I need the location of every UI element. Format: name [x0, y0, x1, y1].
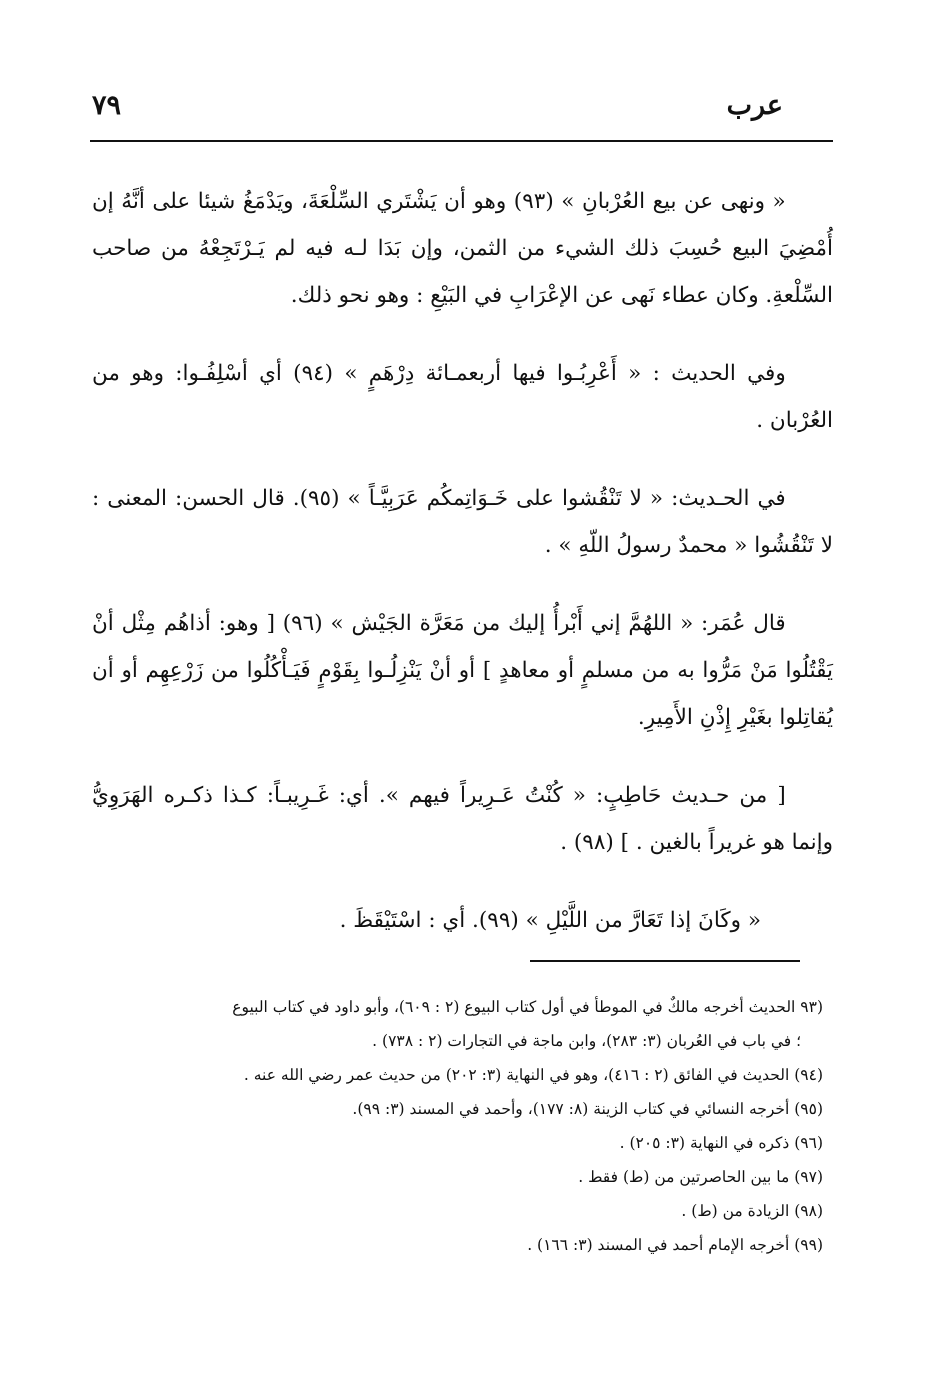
- footnote-text: (٩٤) الحديث في الفائق (٢ : ٤١٦)، وهو في النهاية (٣: ٢٠٢) من حديث عمر رضي الله عنه .: [243, 1066, 823, 1084]
- paragraph-tanqushu: في الحـديث: « لا تَنْقُشوا على خَـوَاتِمكُم عَرَبِيَّـاً » (٩٥). قال الحسن: المعنى : لا تَنْقُشُوا « محمدٌ رسولُ اللّهِ » .: [92, 486, 833, 558]
- footnote-divider: [530, 960, 800, 962]
- paragraph-urban: « ونهى عن بيع العُرْبانِ » (٩٣) وهو أن يَشْتَري السِّلْعَةَ، ويَدْمَغُ شيئا على أنَّهُ إن أُمْضِيَ البيع حُسِبَ ذلك الشيء من الثمن، وإن بَدَا لـه فيه لم يَـرْتَجِعْهُ من صاحب السِّلْعةِ. وكان عطاء نَهى عن الإعْرَابِ في البَيْعِ : وهو نحو ذلك.: [92, 189, 833, 308]
- footnote-93: [92, 990, 823, 1058]
- header-divider: [90, 140, 833, 142]
- footnotes: [92, 990, 823, 1262]
- footnote-text: (٩٥) أخرجه النسائي في كتاب الزينة (٨: ١٧٧)، وأحمد في المسند (٣: ٩٩).: [352, 1100, 823, 1118]
- footnote-95: [92, 1092, 823, 1126]
- footnote-99: [92, 1228, 823, 1262]
- footnote-text: (٩٣ الحديث أخرجه مالكٌ في الموطأ في أول كتاب البيوع (٢ : ٦٠٩)، وأبو داود في كتاب البيوع: [232, 998, 823, 1016]
- footnote-text: (٩٦) ذكره في النهاية (٣: ٢٠٥) .: [619, 1134, 823, 1152]
- footnote-text: (٩٨) الزيادة من (ط) .: [681, 1202, 823, 1220]
- page-number: ٧٩: [92, 90, 122, 121]
- footnote-96: [92, 1126, 823, 1160]
- footnote-94: [92, 1058, 823, 1092]
- paragraph-aribu: وفي الحديث : « أَعْرِبُـوا فيها أربعمـائة دِرْهَمٍ » (٩٤) أي أسْلِفُـوا: وهو من العُرْبان .: [92, 361, 833, 433]
- running-header-word: عرب: [726, 90, 783, 121]
- paragraph-hatib: [ من حـديث حَاطِبٍ: « كُنْتُ عَـرِيراً فيهم ». أي: غَـرِيبـاً: كـذا ذكـره الهَرَوِيُّ وإنما هو غريراً بالغين . ] (٩٨) .: [92, 783, 833, 855]
- paragraph-umar: قال عُمَر: « اللهُمَّ إني أَبْرأُ إليك من مَعَرَّة الجَيْش » (٩٦) [ وهو: أذاهُم مِثْل أنْ يَقْتُلُوا مَنْ مَرُّوا به من مسلمٍ أو معاهدٍ ] أو أنْ يَنْزِلُـوا بِقَوْمٍ فَيَـأْكُلُوا من زَرْعِهِم أو أن يُقاتِلوا بغَيْرِ إِذْنِ الأَمِيرِ.: [92, 611, 833, 730]
- footnote-continuation: ؛ في باب في العُربان (٣: ٢٨٣)، وابن ماجة في التجارات (٢ : ٧٣٨) .: [372, 1032, 801, 1050]
- footnote-97: [92, 1160, 823, 1194]
- footnote-98: [92, 1194, 823, 1228]
- footnote-text: (٩٩) أخرجه الإمام أحمد في المسند (٣: ١٦٦) .: [527, 1236, 823, 1254]
- footnote-text: (٩٧) ما بين الحاصرتين من (ط) فقط .: [578, 1168, 823, 1186]
- paragraph-taarra: « وكَانَ إذا تَعَارَّ من اللَّيْلِ » (٩٩). أي : اسْتَيْقَظَ .: [339, 908, 761, 933]
- main-text: [92, 178, 833, 975]
